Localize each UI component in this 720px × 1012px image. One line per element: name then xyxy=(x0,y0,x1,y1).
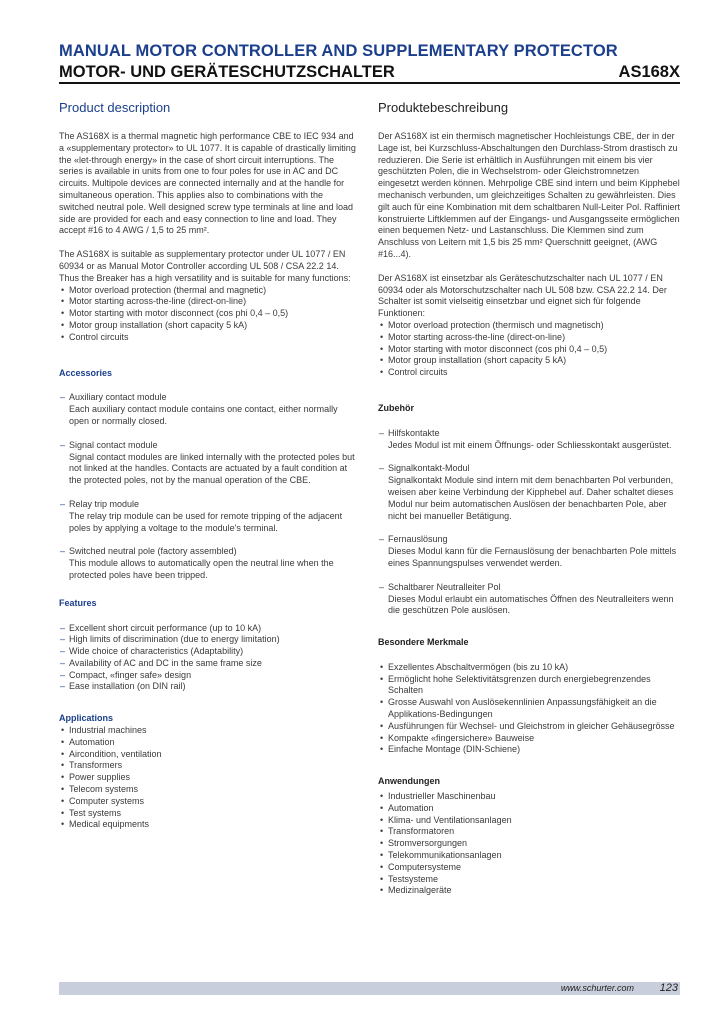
accessory-description: Jedes Modul ist mit einem Öffnungs- oder Schliesskontakt ausgerüstet. xyxy=(388,439,672,450)
list-item: • Medizinalgeräte xyxy=(378,885,680,897)
list-item: • Power supplies xyxy=(59,772,359,784)
english-column xyxy=(59,100,359,831)
features-title: Besondere Merkmale xyxy=(378,637,469,648)
produktebeschreibung-title: Produktebeschreibung xyxy=(378,100,509,115)
german-column xyxy=(378,100,680,897)
page-title-de: MOTOR- UND GERÄTESCHUTZSCHALTER xyxy=(59,63,395,81)
list-item: • Test systems xyxy=(59,808,359,820)
accessory-item xyxy=(378,463,680,522)
list-item: • Einfache Montage (DIN-Schiene) xyxy=(378,744,680,756)
features-list xyxy=(378,662,680,756)
list-item: – Ease installation (on DIN rail) xyxy=(59,681,359,693)
list-item: • Computer systems xyxy=(59,796,359,808)
list-item: • Grosse Auswahl von Auslösekennlinien Anpassungsfähigkeit an die Applikations-Bedingungen xyxy=(378,697,680,721)
list-item: • Automation xyxy=(378,803,680,815)
list-item: • Motor overload protection (thermal and magnetic) xyxy=(59,285,359,297)
functions-list xyxy=(59,285,359,344)
list-item: • Aircondition, ventilation xyxy=(59,749,359,761)
list-item: • Motor group installation (short capacity 5 kA) xyxy=(378,355,680,367)
features-title: Features xyxy=(59,597,97,608)
accessory-description: Signalkontakt Module sind intern mit dem benachbarten Pol verbunden, weisen aber keine Verbindung der Kipphebel auf. Daher schaltet dieses Modul nur beim automatischen Auslösen der benachbarten Pole, aber nicht bei manueller Betätigung. xyxy=(388,475,674,521)
page-number: 123 xyxy=(659,982,678,994)
accessory-name: Signal contact module xyxy=(69,439,158,450)
accessory-description: Dieses Modul kann für die Fernauslösung der benachbarten Pole mittels eines Spannungspulses verwendet werden. xyxy=(388,546,677,568)
applications-list xyxy=(59,725,359,831)
list-item: • Ausführungen für Wechsel- und Gleichstrom in gleicher Gehäusegrösse xyxy=(378,721,680,733)
accessories-title: Zubehör xyxy=(378,402,414,413)
suitability-paragraph: Der AS168X ist einsetzbar als Geräteschutzschalter nach UL 1077 / EN 60934 oder als Motorschutzschalter nach UL 508 bzw. CSA 22.2 14. Der Schalter ist somit vielseitig einsetzbar und eignet sich für folgende Funktionen: xyxy=(378,272,667,319)
applications-list xyxy=(378,791,680,897)
accessory-name: Fernauslösung xyxy=(388,534,448,545)
accessory-item xyxy=(59,440,359,487)
list-item: • Control circuits xyxy=(59,332,359,344)
list-item: • Motor overload protection (thermisch und magnetisch) xyxy=(378,320,680,332)
accessory-name: Relay trip module xyxy=(69,498,140,509)
accessories-title: Accessories xyxy=(59,367,113,378)
list-item: • Motor starting with motor disconnect (cos phi 0,4 – 0,5) xyxy=(378,344,680,356)
suitability-paragraph: The AS168X is suitable as supplementary protector under UL 1077 / EN 60934 or as Manual Motor Controller according UL 508 / CSA 22.2 14. Thus the Breaker has a high versatility and is suitable for many functions: xyxy=(59,249,351,283)
model-number: AS168X xyxy=(618,63,680,81)
accessory-description: Signal contact modules are linked internally with the protected poles but not linked at the handles. Contacts are actuated by a fault condition at the protected poles, not by the manual operation of the CBE. xyxy=(69,451,355,486)
accessory-name: Switched neutral pole (factory assembled) xyxy=(69,546,237,557)
list-item: • Kompakte «fingersichere» Bauweise xyxy=(378,733,680,745)
list-item: • Automation xyxy=(59,737,359,749)
functions-list xyxy=(378,320,680,379)
accessories-list xyxy=(59,392,359,581)
list-item: – High limits of discrimination (due to energy limitation) xyxy=(59,634,359,646)
list-item: • Telecom systems xyxy=(59,784,359,796)
list-item: • Motor starting across-the-line (direct-on-line) xyxy=(378,332,680,344)
accessory-description: Each auxiliary contact module contains one contact, either normally open or normally closed. xyxy=(69,404,338,426)
description-paragraph: The AS168X is a thermal magnetic high performance CBE to IEC 934 and a «supplementary protector» to UL 1077. It is capable of drastically limiting the «let-through energy» in the case of short circuit interruptions. The series is available in units from one to four poles for use in AC and DC circuits. Multipole devices are connected internally and at the handle for simultaneous operation. This applies also to combinations with the switched neutral pole. Well designed screw type terminals at line and load side are provided for each and easy connection to line and load. They accept #16 to 4 AWG / 1,5 to 25 mm². xyxy=(59,131,356,236)
list-item: • Medical equipments xyxy=(59,819,359,831)
list-item: • Klima- und Ventilationsanlagen xyxy=(378,815,680,827)
header-rule xyxy=(59,82,680,84)
features-list xyxy=(59,623,359,694)
list-item: • Transformatoren xyxy=(378,826,680,838)
accessory-description: The relay trip module can be used for remote tripping of the adjacent poles by applying a voltage to the module's terminal. xyxy=(69,510,343,533)
list-item: • Motor group installation (short capacity 5 kA) xyxy=(59,320,359,332)
accessory-item xyxy=(59,499,359,534)
list-item: • Telekommunikationsanlagen xyxy=(378,850,680,862)
list-item: • Motor starting across-the-line (direct-on-line) xyxy=(59,296,359,308)
list-item: • Control circuits xyxy=(378,367,680,379)
accessory-name: Hilfskontakte xyxy=(388,427,440,438)
product-description-title: Product description xyxy=(59,100,171,115)
list-item: • Ermöglicht hohe Selektivitätsgrenzen durch energiebegrenzendes Schalten xyxy=(378,674,680,698)
accessory-name: Signalkontakt-Modul xyxy=(388,463,470,474)
page-title-en: MANUAL MOTOR CONTROLLER AND SUPPLEMENTARY PROTECTOR xyxy=(59,42,618,60)
list-item: – Excellent short circuit performance (up to 10 kA) xyxy=(59,623,359,635)
accessory-item xyxy=(59,546,359,581)
list-item: – Availability of AC and DC in the same frame size xyxy=(59,658,359,670)
list-item: • Industrieller Maschinenbau xyxy=(378,791,680,803)
list-item: • Exzellentes Abschaltvermögen (bis zu 10 kA) xyxy=(378,662,680,674)
accessory-item xyxy=(59,392,359,427)
list-item: – Wide choice of characteristics (Adaptability) xyxy=(59,646,359,658)
footer-url[interactable]: www.schurter.com xyxy=(560,983,634,993)
list-item: • Testsysteme xyxy=(378,874,680,886)
accessory-name: Auxiliary contact module xyxy=(69,392,167,403)
applications-title: Anwendungen xyxy=(378,776,440,787)
list-item: • Stromversorgungen xyxy=(378,838,680,850)
applications-title: Applications xyxy=(59,713,114,724)
accessory-item xyxy=(378,582,680,617)
accessory-item xyxy=(378,534,680,569)
list-item: • Motor starting with motor disconnect (cos phi 0,4 – 0,5) xyxy=(59,308,359,320)
list-item: – Compact, «finger safe» design xyxy=(59,670,359,682)
accessory-description: Dieses Modul erlaubt ein automatisches Öffnen des Neutralleiters wenn die geschützen Pole auslösen. xyxy=(388,593,674,616)
description-paragraph: Der AS168X ist ein thermisch magnetischer Hochleistungs CBE, der in der Lage ist, bei Kurzschluss-Abschaltungen den Durchlass-Strom drastisch zu reduzieren. Die Serie ist erhältlich in Ausführungen mit einem bis vier geschützten Polen, die in Wechselstrom- oder Gleichstromnetzen eingesetzt werden können. Mehrpolige CBE sind intern und beim Kipphebel mechanisch verbunden, um gleichzeitiges Schalten zu gewährleisten. Dies gilt auch für eine Kombination mit dem schaltbaren Null-Leiter Pol. Raffiniert konstruierte Liftklemmen auf der Eingangs- und Ausgangsseite ermöglichen einen bequemen Netz- und Lastanschluss. Die Klemmen sind zum Anschluss von Leitern mit 1,5 bis 25 mm² Querschnitt geeignet, (AWG #16...4). xyxy=(378,131,680,259)
accessories-list xyxy=(378,428,680,617)
list-item: • Transformers xyxy=(59,760,359,772)
accessory-name: Schaltbarer Neutralleiter Pol xyxy=(388,581,501,592)
list-item: • Industrial machines xyxy=(59,725,359,737)
accessory-description: This module allows to automatically open the neutral line when the protected poles have been tripped. xyxy=(69,558,334,580)
list-item: • Computersysteme xyxy=(378,862,680,874)
accessory-item xyxy=(378,428,680,452)
